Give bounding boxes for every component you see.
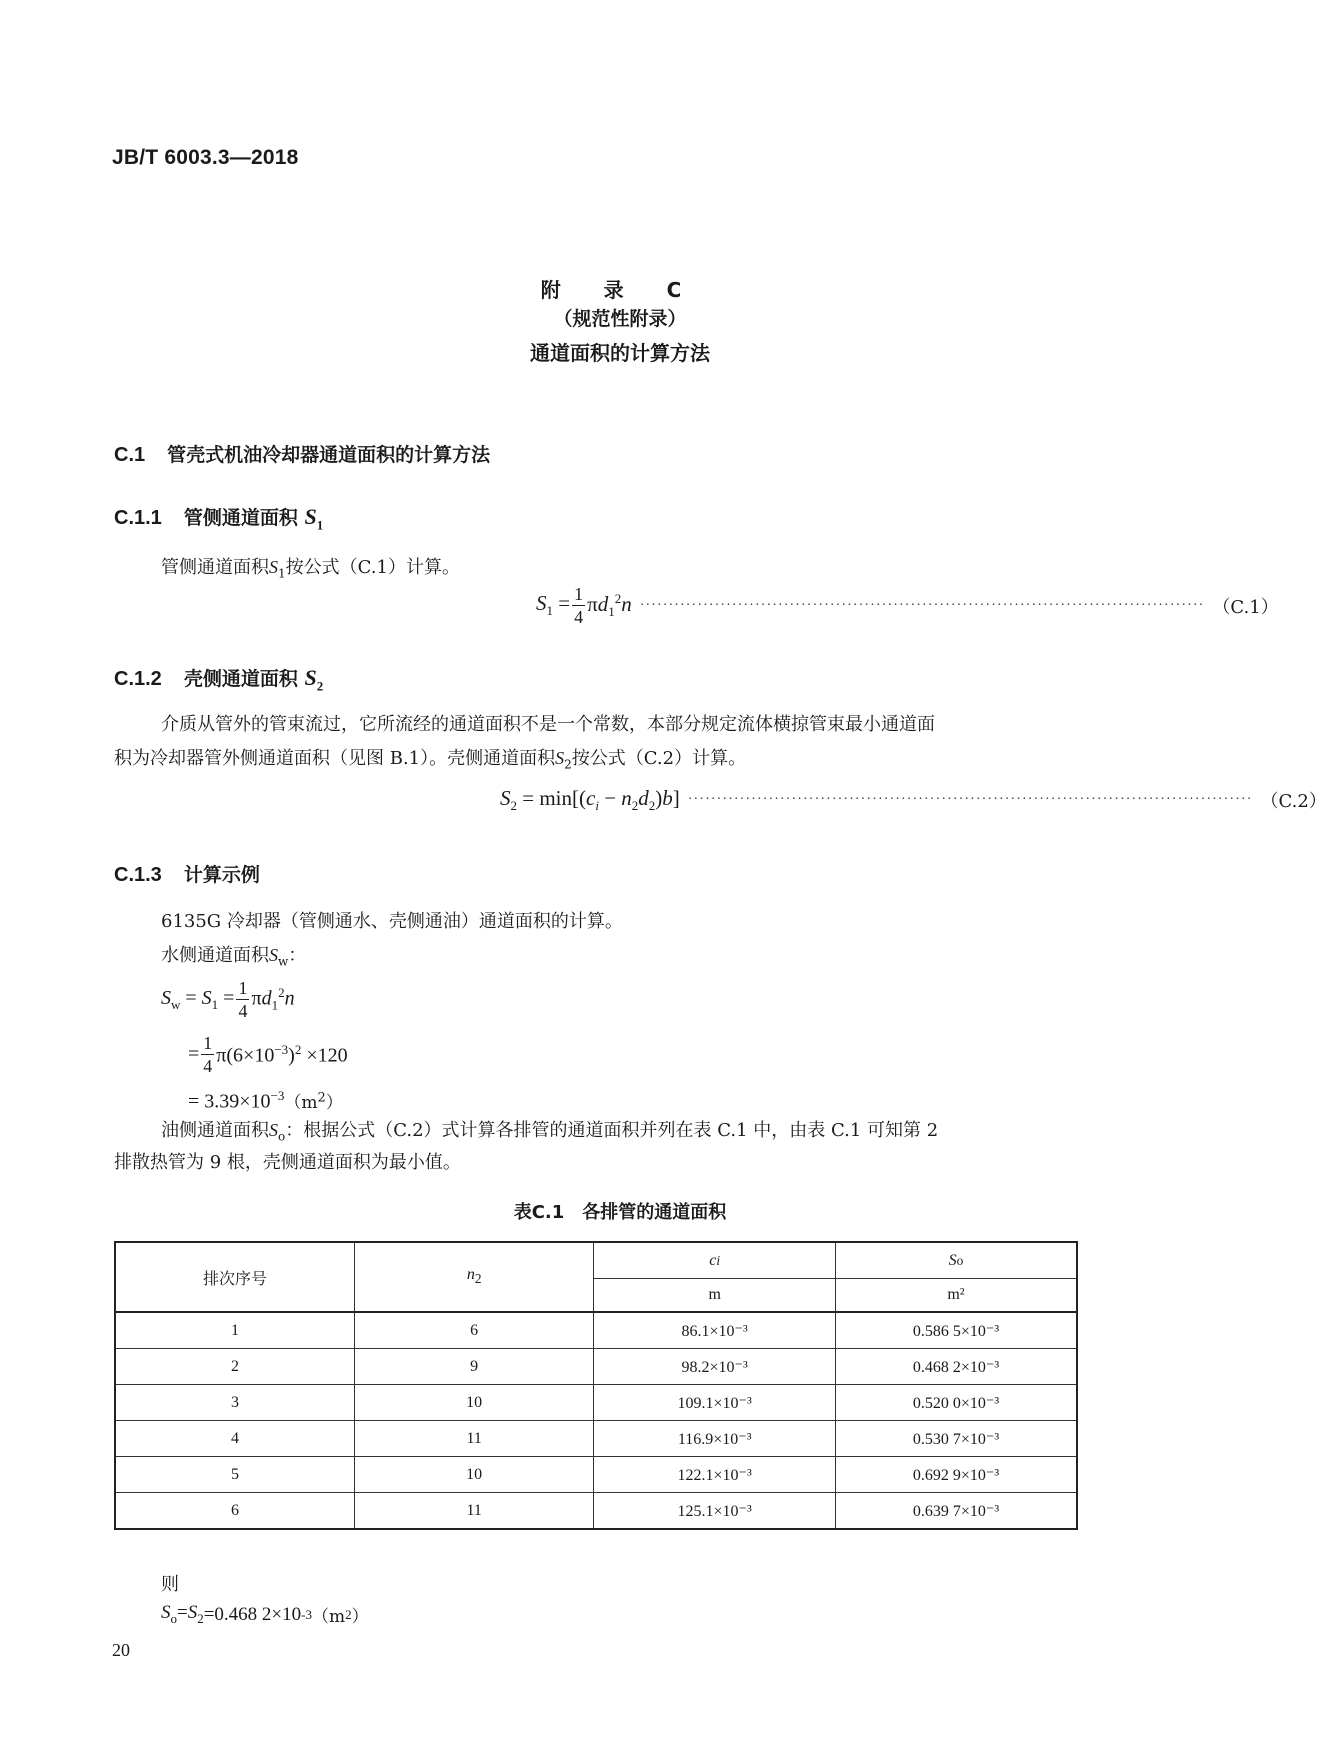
c13-paragraph-line1: 6135G 冷却器（管侧通水、壳侧通油）通道面积的计算。 — [161, 911, 623, 932]
header-so: S o m² — [835, 1242, 1077, 1312]
section-title: 壳侧通道面积 — [183, 668, 298, 690]
table-cell-n2: 11 — [354, 1493, 593, 1530]
oil-paragraph-line1: 油侧通道面积$S_o$：根据公式（C.2）式计算各排管的通道面积并列在表 C.1 中，由表 C.1 可知第 2 — [161, 1120, 939, 1144]
table-cell-ci: 125.1×10⁻³ — [594, 1493, 836, 1530]
table-cell-ci: 116.9×10⁻³ — [594, 1421, 836, 1457]
table-cell-ci: 122.1×10⁻³ — [594, 1457, 836, 1493]
table-cell-seq: 5 — [115, 1457, 354, 1493]
section-number: C.1.1 — [114, 507, 162, 529]
table-cell-n2: 10 — [354, 1457, 593, 1493]
section-title: 管侧通道面积 — [183, 507, 298, 529]
conclusion-result: $S_o=S_2$ =0.468 2×10 -3 （m 2 ） — [161, 1602, 369, 1627]
table-cell-ci: 98.2×10⁻³ — [594, 1349, 836, 1385]
calc-step-2: = $\frac{1}{4}$ $\pi(6\times 10^{-3})^2 \times 120$ — [188, 1033, 348, 1076]
header-ci: c i m — [594, 1242, 836, 1312]
calc-step-1: $S_w = S_1$ = $\frac{1}{4}$ $\pi d_1^2n$ — [161, 978, 295, 1021]
oil-paragraph-line2: 排散热管为 9 根，壳侧通道面积为最小值。 — [114, 1152, 461, 1173]
section-number: C.1.3 — [114, 864, 162, 886]
table-cell-so: 0.692 9×10⁻³ — [835, 1457, 1077, 1493]
section-c13-heading — [114, 860, 260, 887]
document-code: JB/T 6003.3—2018 — [112, 146, 299, 169]
appendix-type: （规范性附录） — [553, 308, 687, 330]
section-c11-heading — [114, 503, 323, 533]
table-row — [115, 1493, 1077, 1530]
calc-step-3: = $3.39\times 10^{-3}$ $(m^2)$ — [188, 1088, 343, 1114]
table-cell-n2: 6 — [354, 1312, 593, 1349]
c11-paragraph: 管侧通道面积$S_1$按公式（C.1）计算。 — [161, 557, 460, 581]
leader-dots: ·································································································· — [639, 597, 1205, 613]
conclusion-then: 则 — [161, 1574, 179, 1595]
section-variable: $S_1$ — [304, 504, 324, 533]
table-row — [115, 1385, 1077, 1421]
table-cell-n2: 9 — [354, 1349, 593, 1385]
table-row — [115, 1312, 1077, 1349]
table-cell-seq: 2 — [115, 1349, 354, 1385]
table-row — [115, 1457, 1077, 1493]
formula-c1: $S_1$ = $\frac{1}{4}$ $\pi d_1^2n$ ·································································································· （C.1） — [536, 584, 1279, 627]
table-cell-so: 0.468 2×10⁻³ — [835, 1349, 1077, 1385]
table-header-row — [115, 1242, 1077, 1312]
table-cell-ci: 86.1×10⁻³ — [594, 1312, 836, 1349]
table-caption: 表C.1 各排管的通道面积 — [513, 1202, 727, 1223]
table-cell-n2: 11 — [354, 1421, 593, 1457]
table-cell-seq: 4 — [115, 1421, 354, 1457]
equation-number: （C.2） — [1260, 791, 1327, 813]
table-cell-so: 0.520 0×10⁻³ — [835, 1385, 1077, 1421]
table-cell-seq: 3 — [115, 1385, 354, 1421]
table-cell-ci: 109.1×10⁻³ — [594, 1385, 836, 1421]
table-cell-so: 0.586 5×10⁻³ — [835, 1312, 1077, 1349]
c13-paragraph-line2: 水侧通道面积$S_w$： — [161, 945, 307, 969]
c12-paragraph-line2: 积为冷却器管外侧通道面积（见图 B.1）。壳侧通道面积$S_2$按公式（C.2）计算。 — [114, 748, 747, 772]
section-c1-heading — [114, 440, 490, 467]
appendix-title: 附 录 C — [540, 278, 700, 302]
section-number: C.1 — [114, 444, 146, 466]
section-title: 计算示例 — [183, 864, 260, 886]
table-cell-seq: 1 — [115, 1312, 354, 1349]
section-c12-heading — [114, 664, 323, 694]
equation-number: （C.1） — [1212, 596, 1279, 618]
appendix-name: 通道面积的计算方法 — [530, 341, 710, 365]
page-number: 20 — [112, 1640, 130, 1660]
section-number: C.1.2 — [114, 668, 162, 690]
table-row — [115, 1421, 1077, 1457]
table-cell-so: 0.639 7×10⁻³ — [835, 1493, 1077, 1530]
header-n2: $n_2$ — [354, 1242, 593, 1312]
c12-paragraph-line1: 介质从管外的管束流过，它所流经的通道面积不是一个常数，本部分规定流体横掠管束最小通道面 — [161, 714, 935, 735]
table-cell-n2: 10 — [354, 1385, 593, 1421]
section-title: 管壳式机油冷却器通道面积的计算方法 — [167, 444, 491, 466]
channel-area-table — [114, 1241, 1078, 1530]
table-row — [115, 1349, 1077, 1385]
formula-c2: $S_2 = \min[(c_i - n_2d_2)b]$ ·································································································· （C.2） — [500, 786, 1327, 814]
table-cell-seq: 6 — [115, 1493, 354, 1530]
table-cell-so: 0.530 7×10⁻³ — [835, 1421, 1077, 1457]
leader-dots: ·································································································· — [687, 792, 1253, 808]
header-seq: 排次序号 — [115, 1242, 354, 1312]
section-variable: $S_2$ — [304, 665, 324, 694]
